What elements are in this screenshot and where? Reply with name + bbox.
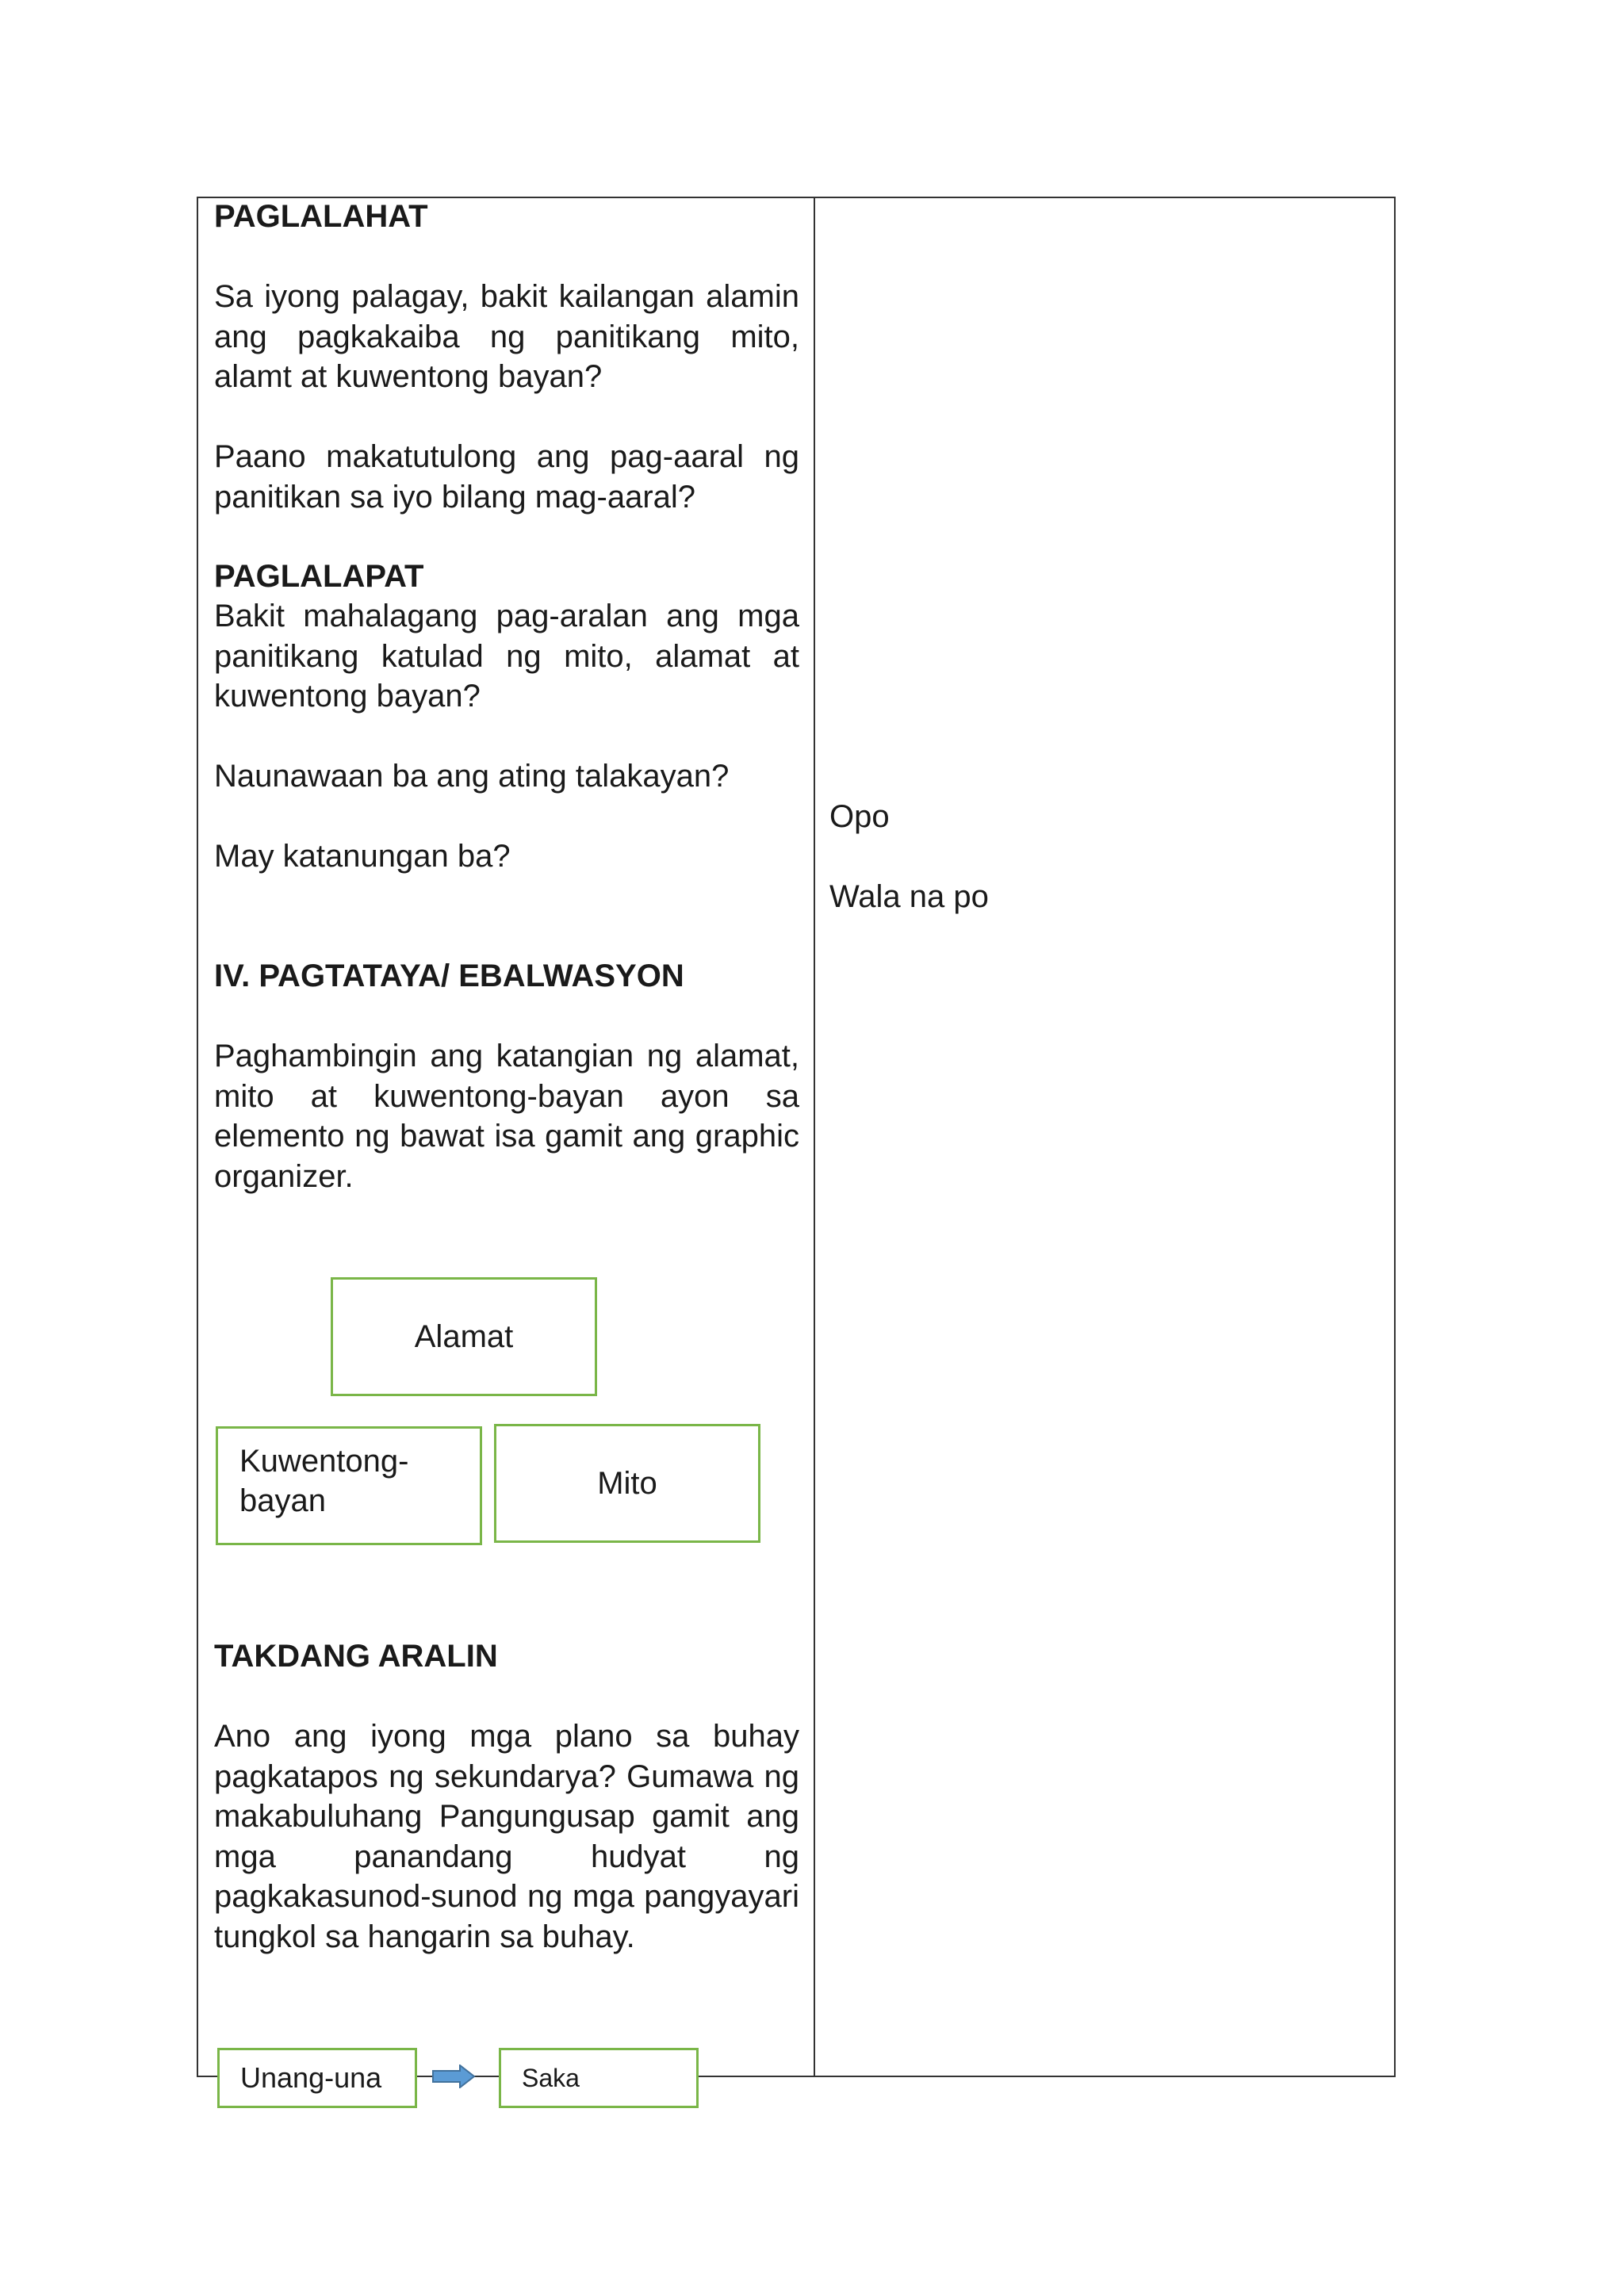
organizer-box-mito-label: Mito — [597, 1466, 657, 1501]
organizer-box-alamat — [331, 1277, 597, 1396]
organizer-box-alamat-label: Alamat — [414, 1319, 514, 1354]
lesson-table — [197, 197, 1396, 2077]
paglalahat-heading: PAGLALAHAT — [214, 199, 428, 234]
paglalahat-question-1: Sa iyong palagay, bakit kailangan alamin ang pagkakaiba ng panitikang mito, alamt at kuwentong bayan? — [214, 279, 799, 394]
takdang-aralin-instruction: Ano ang iyong mga plano sa buhay pagkatapos ng sekundarya? Gumawa ng makabuluhang Pangungusap gamit ang mga panandang hudyat ng pagkakasunod-sunod ng mga pangyayari tungkol sa hangarin sa buhay. — [214, 1719, 799, 1954]
organizer-box-kuwentong-bayan — [216, 1426, 482, 1545]
right-arrow-icon — [431, 2064, 476, 2088]
any-question: May katanungan ba? — [214, 839, 511, 874]
answer-any: Wala na po — [829, 879, 989, 914]
pagtataya-instruction: Paghambingin ang katangian ng alamat, mito at kuwentong-bayan ayon sa elemento ng bawat isa gamit ang graphic organizer. — [214, 1039, 799, 1194]
organizer-box-mito — [494, 1424, 760, 1543]
paglalapat-question: Bakit mahalagang pag-aralan ang mga panitikang katulad ng mito, alamat at kuwentong bayan? — [214, 599, 799, 714]
paglalahat-question-2: Paano makatutulong ang pag-aaral ng panitikan sa iyo bilang mag-aaral? — [214, 439, 799, 515]
organizer-box-kuwentong-bayan-label: Kuwentong-bayan — [239, 1444, 409, 1518]
paglalapat-heading: PAGLALAPAT — [214, 559, 424, 594]
answer-understood: Opo — [829, 799, 890, 834]
sequence-box-next — [499, 2048, 699, 2108]
takdang-aralin-heading: TAKDANG ARALIN — [214, 1639, 498, 1674]
sequence-box-next-label: Saka — [522, 2064, 580, 2092]
pagtataya-heading: IV. PAGTATAYA/ EBALWASYON — [214, 959, 684, 993]
understood-question: Naunawaan ba ang ating talakayan? — [214, 759, 730, 794]
sequence-box-first — [217, 2048, 417, 2108]
sequence-box-first-label: Unang-una — [240, 2061, 382, 2094]
column-divider — [814, 198, 815, 2076]
